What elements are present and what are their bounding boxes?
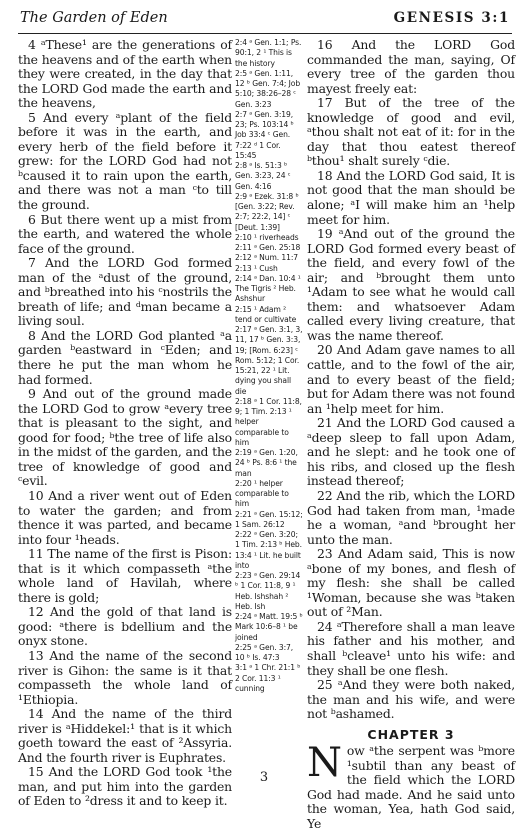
verse: 12 And the gold of that land is good: ᵃthere is bdellium and the onyx stone.: [18, 604, 232, 649]
section-title: The Garden of Eden: [20, 10, 168, 26]
verse: 21 And the LORD God caused a ᵃdeep sleep to fall upon Adam, and he slept: and he took one of his ribs, and closed up the flesh instead thereof;: [307, 415, 515, 489]
verse: 20 And Adam gave names to all cattle, and to the fowl of the air, and to every beast of the field; but for Adam there was not found an ¹help meet for him.: [307, 342, 515, 416]
cross-reference: 2:11 ᵃ Gen. 25:18: [235, 243, 301, 252]
verse: 19 ᵃAnd out of the ground the LORD God formed every beast of the field, and every fowl of the air; and ᵇbrought them unto ¹Adam to see what he would call them: and whatsoever Adam called every living creature, that was the name thereof.: [307, 226, 515, 343]
verse: 11 The name of the first is Pison: that is it which compasseth ᵃthe whole land of Havilah, where there is gold;: [18, 546, 232, 605]
cross-reference: 2:4 ᵃ Gen. 1:1; Ps. 90:1, 2 ¹ This is the history: [235, 38, 302, 68]
cross-reference: 2:5 ᵃ Gen. 1:11, 12 ᵇ Gen. 7:4; Job 5:10; 38:26–28 ᶜ Gen. 3:23: [235, 68, 301, 109]
verse: 18 And the LORD God said, It is not good that the man should be alone; ᵃI will make him an ¹help meet for him.: [307, 167, 515, 227]
verse: 17 But of the tree of the knowledge of good and evil, ᵃthou shalt not eat of it: for in the day that thou eatest thereof ᵇthou¹ shalt surely ᶜdie.: [307, 95, 515, 169]
verse: 24 ᵃTherefore shall a man leave his father and his mother, and shall ᵇcleave¹ unto his wife: and they shall be one flesh.: [307, 618, 515, 678]
verse: 13 And the name of the second river is Gihon: the same is it that compasseth the whole land of ¹Ethiopia.: [18, 647, 232, 707]
cross-reference: 2:10 ¹ riverheads: [235, 232, 299, 242]
verse: 25 ᵃAnd they were both naked, the man and his wife, and were not ᵇashamed.: [307, 677, 515, 722]
verse: 10 And a river went out of Eden to water the garden; and from thence it was parted, and became into four ¹heads.: [18, 487, 232, 547]
verse: 8 And the LORD God planted ᵃa garden ᵇeastward in ᶜEden; and there he put the man whom he had formed.: [18, 327, 232, 387]
cross-reference: 2:14 ᵃ Dan. 10:4 ¹ The Tigris ² Heb. Ashshur: [235, 273, 301, 304]
cross-reference: 2:21 ᵃ Gen. 15:12; 1 Sam. 26:12: [235, 509, 303, 529]
cross-reference: 2:25 ᵃ Gen. 3:7, 10 ᵇ Is. 47:3: [235, 642, 294, 662]
cross-reference: 2:9 ᵃ Ezek. 31:8 ᵇ [Gen. 3:22; Rev. 2:7; 22:2, 14] ᶜ [Deut. 1:39]: [235, 191, 299, 232]
cross-reference: 2:13 ¹ Cush: [235, 263, 278, 273]
verse: 9 And out of the ground made the LORD God to grow ᵃevery tree that is pleasant to the sight, and good for food; ᵇthe tree of life also in the midst of the garden, and the tree of knowledge of good and ᶜevil.: [18, 386, 232, 489]
cross-reference: 2:23 ᵃ Gen. 29:14 ᵇ 1 Cor. 11:8, 9 ¹ Heb. Ishshah ² Heb. Ish: [235, 571, 301, 611]
cross-reference: 2:18 ᵃ 1 Cor. 11:8, 9; 1 Tim. 2:13 ¹ helper comparable to him: [235, 396, 302, 447]
cross-reference: 2:8 ᵃ Is. 51:3 ᵇ Gen. 3:23, 24 ᶜ Gen. 4:16: [235, 161, 291, 191]
verse: 22 And the rib, which the LORD God had taken from man, ¹made he a woman, ᵃand ᵇbrought her unto the man.: [307, 487, 515, 547]
verse: 15 And the LORD God took ¹the man, and put him into the garden of Eden to ²dress it and to keep it.: [18, 764, 232, 809]
chapter-first-verse-text: ow ᵃthe serpent was ᵇmore ¹subtil than any beast of the field which the LORD God had made. And he said unto the woman, Yea, hath God said, Ye: [307, 743, 515, 831]
header-rule: [18, 33, 512, 34]
verse: 7 And the LORD God formed man of the ᵃdust of the ground, and ᵇbreathed into his ᶜnostrils the breath of life; and ᵈman became a living soul.: [18, 255, 232, 329]
verse: 14 And the name of the third river is ᵃHiddekel:¹ that is it which goeth toward the east of ²Assyria. And the fourth river is Euphrates.: [18, 706, 232, 765]
verse: 5 And every ᵃplant of the field before it was in the earth, and every herb of the field before it grew: for the LORD God had not ᵇcaused it to rain upon the earth, and there was not a man ᶜto till the ground.: [18, 109, 232, 213]
left-text-column: [18, 38, 232, 809]
cross-reference: 2:17 ᵃ Gen. 3:1, 3, 11, 17 ᵇ Gen. 3:3, 19; [Rom. 6:23] ᶜ Rom. 5:12; 1 Cor. 15:21, 22 ¹ Lit. dying you shall die: [235, 325, 303, 396]
cross-reference: 2:22 ᵃ Gen. 3:20; 1 Tim. 2:13 ᵇ Heb. 13:4 ¹ Lit. he built into: [235, 530, 302, 570]
cross-reference: 2:12 ᵃ Num. 11:7: [235, 253, 299, 263]
running-header: [20, 10, 510, 34]
cross-reference: 2:15 ¹ Adam ² tend or cultivate: [235, 304, 297, 324]
cross-reference: 2:20 ¹ helper comparable to him: [235, 478, 289, 509]
verse: 6 But there went up a mist from the earth, and watered the whole face of the ground.: [18, 211, 232, 256]
chapter-reference: GENESIS 3:1: [393, 10, 510, 26]
verse: 23 And Adam said, This is now ᵃbone of my bones, and flesh of my flesh: she shall be called ¹Woman, because she was ᵇtaken out of ²Man.: [307, 546, 515, 620]
cross-reference: 2:7 ᵃ Gen. 3:19, 23; Ps. 103:14 ᵇ Job 33:4 ᶜ Gen. 7:22 ᵈ 1 Cor. 15:45: [235, 109, 294, 160]
cross-reference-column: [235, 38, 303, 694]
right-text-column: [307, 38, 515, 832]
page-number: 3: [259, 770, 269, 785]
cross-reference: 3:1 ᵃ 1 Chr. 21:1 ᵇ 2 Cor. 11:3 ¹ cunning: [235, 663, 301, 693]
drop-cap: N: [307, 740, 342, 787]
verse: 16 And the LORD God commanded the man, saying, Of every tree of the garden thou mayest freely eat:: [307, 37, 515, 96]
cross-reference: 2:24 ᵃ Matt. 19:5 ᵇ Mark 10:6–8 ¹ be joined: [235, 612, 303, 642]
cross-reference: 2:19 ᵃ Gen. 1:20, 24 ᵇ Ps. 8:6 ¹ the man: [235, 448, 298, 478]
chapter-first-verse: [307, 740, 515, 831]
verse: 4 ᵃThese¹ are the generations of the heavens and of the earth when they were created, in the day that the LORD God made the earth and the heavens,: [18, 37, 232, 111]
chapter-heading: CHAPTER 3: [367, 726, 455, 742]
